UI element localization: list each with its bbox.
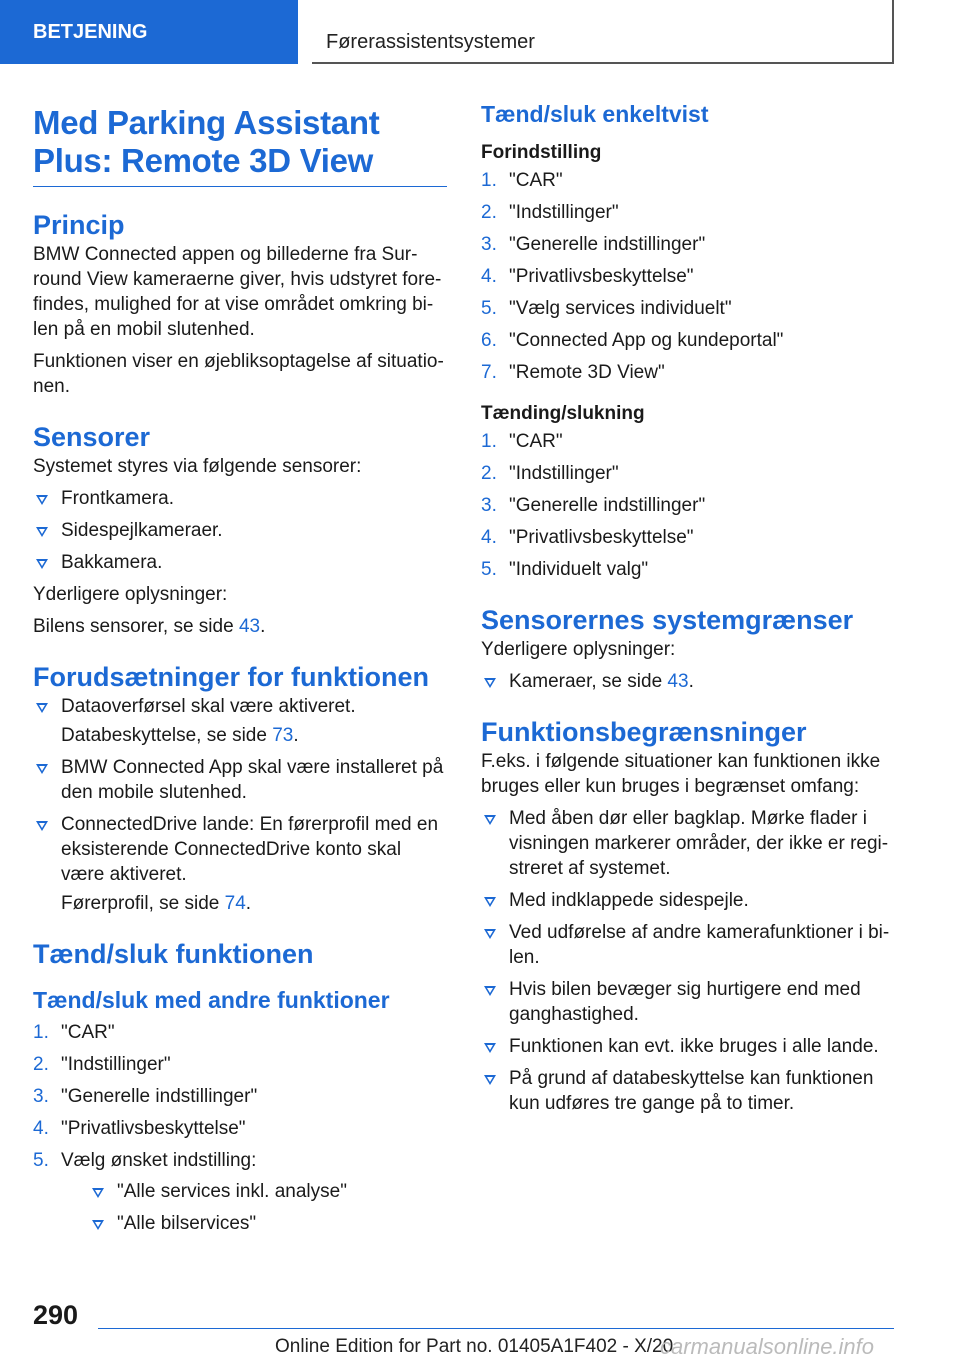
page-link-43[interactable]: 43	[238, 616, 261, 637]
princip-heading: Princip	[33, 210, 125, 240]
sensor-list	[33, 486, 447, 575]
list-item: 2. "Indstillinger"	[481, 463, 619, 484]
list-item: 4. "Privatlivsbeskyttelse"	[481, 266, 694, 287]
list-item: 7. "Remote 3D View"	[481, 362, 665, 383]
list-item: 1. "CAR"	[481, 170, 563, 191]
taending-steps	[481, 429, 893, 582]
chapter-label: Førerassistentsystemer	[326, 31, 535, 53]
section-label: BETJENING	[33, 21, 148, 43]
list-item: Sidespejlkameraer.	[33, 518, 447, 543]
forud-list	[33, 694, 447, 916]
forud-heading: Forudsætninger for funktionen	[33, 662, 429, 692]
list-item: BMW Connected App skal være installeret på den mobile slutenhed.	[33, 755, 447, 805]
triangle-bullet-icon	[36, 495, 48, 505]
forud-ref-3: Førerprofil, se side 74.	[61, 893, 252, 914]
watermark: carmanualsonline.info	[660, 1334, 875, 1359]
list-item: Med åben dør eller bagklap. Mørke flader i visningen markerer områder, der ikke er regi-streret af systemet.	[481, 806, 893, 881]
sensorer-more: Yderligere oplysninger:	[33, 584, 228, 605]
footer-edition: Online Edition for Part no. 01405A1F402 - X/20	[275, 1336, 674, 1357]
taend-steps	[33, 1020, 447, 1236]
graenser-list	[481, 669, 893, 694]
triangle-bullet-icon	[92, 1188, 104, 1198]
list-item: 3. "Generelle indstillinger"	[481, 495, 706, 516]
triangle-bullet-icon	[484, 1043, 496, 1053]
page-link-73[interactable]: 73	[272, 725, 294, 746]
begr-intro: F.eks. i følgende situationer kan funktionen ikke bruges eller kun bruges i begrænset omfang:	[481, 751, 881, 797]
list-item: 1. "CAR"	[481, 431, 563, 452]
triangle-bullet-icon	[92, 1220, 104, 1230]
graenser-heading: Sensorernes systemgrænser	[481, 605, 854, 635]
list-item: 6. "Connected App og kundeportal"	[481, 330, 784, 351]
list-item: Med indklappede sidespejle.	[481, 888, 893, 913]
list-item: 2. "Indstillinger"	[481, 202, 619, 223]
footer-rule	[98, 1328, 894, 1329]
list-item: Frontkamera.	[33, 486, 447, 511]
list-item: 5. Vælg ønsket indstilling: "Alle services inkl. analyse" "Alle bilservices"	[33, 1148, 447, 1236]
triangle-bullet-icon	[484, 1075, 496, 1085]
list-item: 5. "Vælg services individuelt"	[481, 298, 732, 319]
forind-steps	[481, 168, 893, 385]
forind-label: Forindstilling	[481, 142, 602, 163]
triangle-bullet-icon	[484, 986, 496, 996]
list-item: 4. "Privatlivsbeskyttelse"	[33, 1118, 246, 1139]
taending-label: Tænding/slukning	[481, 403, 645, 424]
list-item: 2. "Indstillinger"	[33, 1054, 171, 1075]
section-tab	[0, 0, 298, 64]
triangle-bullet-icon	[484, 897, 496, 907]
left-column	[33, 100, 447, 1243]
right-column	[481, 100, 893, 1123]
list-item: ConnectedDrive lande: En førerprofil med en eksisterende ConnectedDrive konto skal være aktiveret. Førerprofil, se side 74.	[33, 812, 447, 916]
page-link-74[interactable]: 74	[224, 893, 246, 914]
sensorer-intro: Systemet styres via følgende sensorer:	[33, 456, 362, 477]
graenser-more: Yderligere oplysninger:	[481, 639, 676, 660]
triangle-bullet-icon	[484, 929, 496, 939]
chapter-tab	[312, 0, 894, 64]
sensorer-heading: Sensorer	[33, 422, 151, 452]
princip-text-1: BMW Connected appen og billederne fra Sur-round View kameraerne giver, hvis udstyret fore-findes, mulighed for at vise området omkring bi-len på en mobil slutenhed.	[33, 244, 442, 340]
list-item: Kameraer, se side 43.	[481, 669, 893, 694]
list-item: 1. "CAR"	[33, 1022, 115, 1043]
list-item: Bakkamera.	[33, 550, 447, 575]
list-item: "Alle bilservices"	[89, 1211, 447, 1236]
list-item: 3. "Generelle indstillinger"	[33, 1086, 258, 1107]
triangle-bullet-icon	[484, 678, 496, 688]
list-item: 3. "Generelle indstillinger"	[481, 234, 706, 255]
list-item: På grund af databeskyttelse kan funktionen kun udføres tre gange på to timer.	[481, 1066, 893, 1116]
taend-heading: Tænd/sluk funktionen	[33, 939, 314, 969]
enkeltvist-heading: Tænd/sluk enkeltvist	[481, 101, 709, 127]
list-item: Hvis bilen bevæger sig hurtigere end med ganghastighed.	[481, 977, 893, 1027]
taend-subheading: Tænd/sluk med andre funktioner	[33, 987, 390, 1013]
page-title: Med Parking Assistant Plus: Remote 3D View	[33, 104, 380, 179]
page-number: 290	[33, 1300, 79, 1330]
title-rule	[33, 186, 447, 187]
forud-ref-1: Databeskyttelse, se side 73.	[61, 725, 299, 746]
list-item: 4. "Privatlivsbeskyttelse"	[481, 527, 694, 548]
triangle-bullet-icon	[36, 527, 48, 537]
triangle-bullet-icon	[36, 559, 48, 569]
princip-text-2: Funktionen viser en øjebliksoptagelse af situatio-nen.	[33, 351, 444, 397]
list-item: Ved udførelse af andre kamerafunktioner i bi-len.	[481, 920, 893, 970]
page-link-43[interactable]: 43	[667, 671, 689, 692]
list-item: Dataoverførsel skal være aktiveret. Databeskyttelse, se side 73.	[33, 694, 447, 748]
begr-heading: Funktionsbegrænsninger	[481, 717, 807, 747]
triangle-bullet-icon	[36, 764, 48, 774]
triangle-bullet-icon	[36, 703, 48, 713]
list-item: 5. "Individuelt valg"	[481, 559, 649, 580]
begr-list	[481, 806, 893, 1116]
list-item: "Alle services inkl. analyse"	[89, 1179, 447, 1204]
triangle-bullet-icon	[36, 821, 48, 831]
triangle-bullet-icon	[484, 815, 496, 825]
list-item: Funktionen kan evt. ikke bruges i alle lande.	[481, 1034, 893, 1059]
option-list	[61, 1179, 447, 1236]
sensorer-ref: Bilens sensorer, se side 43.	[33, 616, 266, 637]
